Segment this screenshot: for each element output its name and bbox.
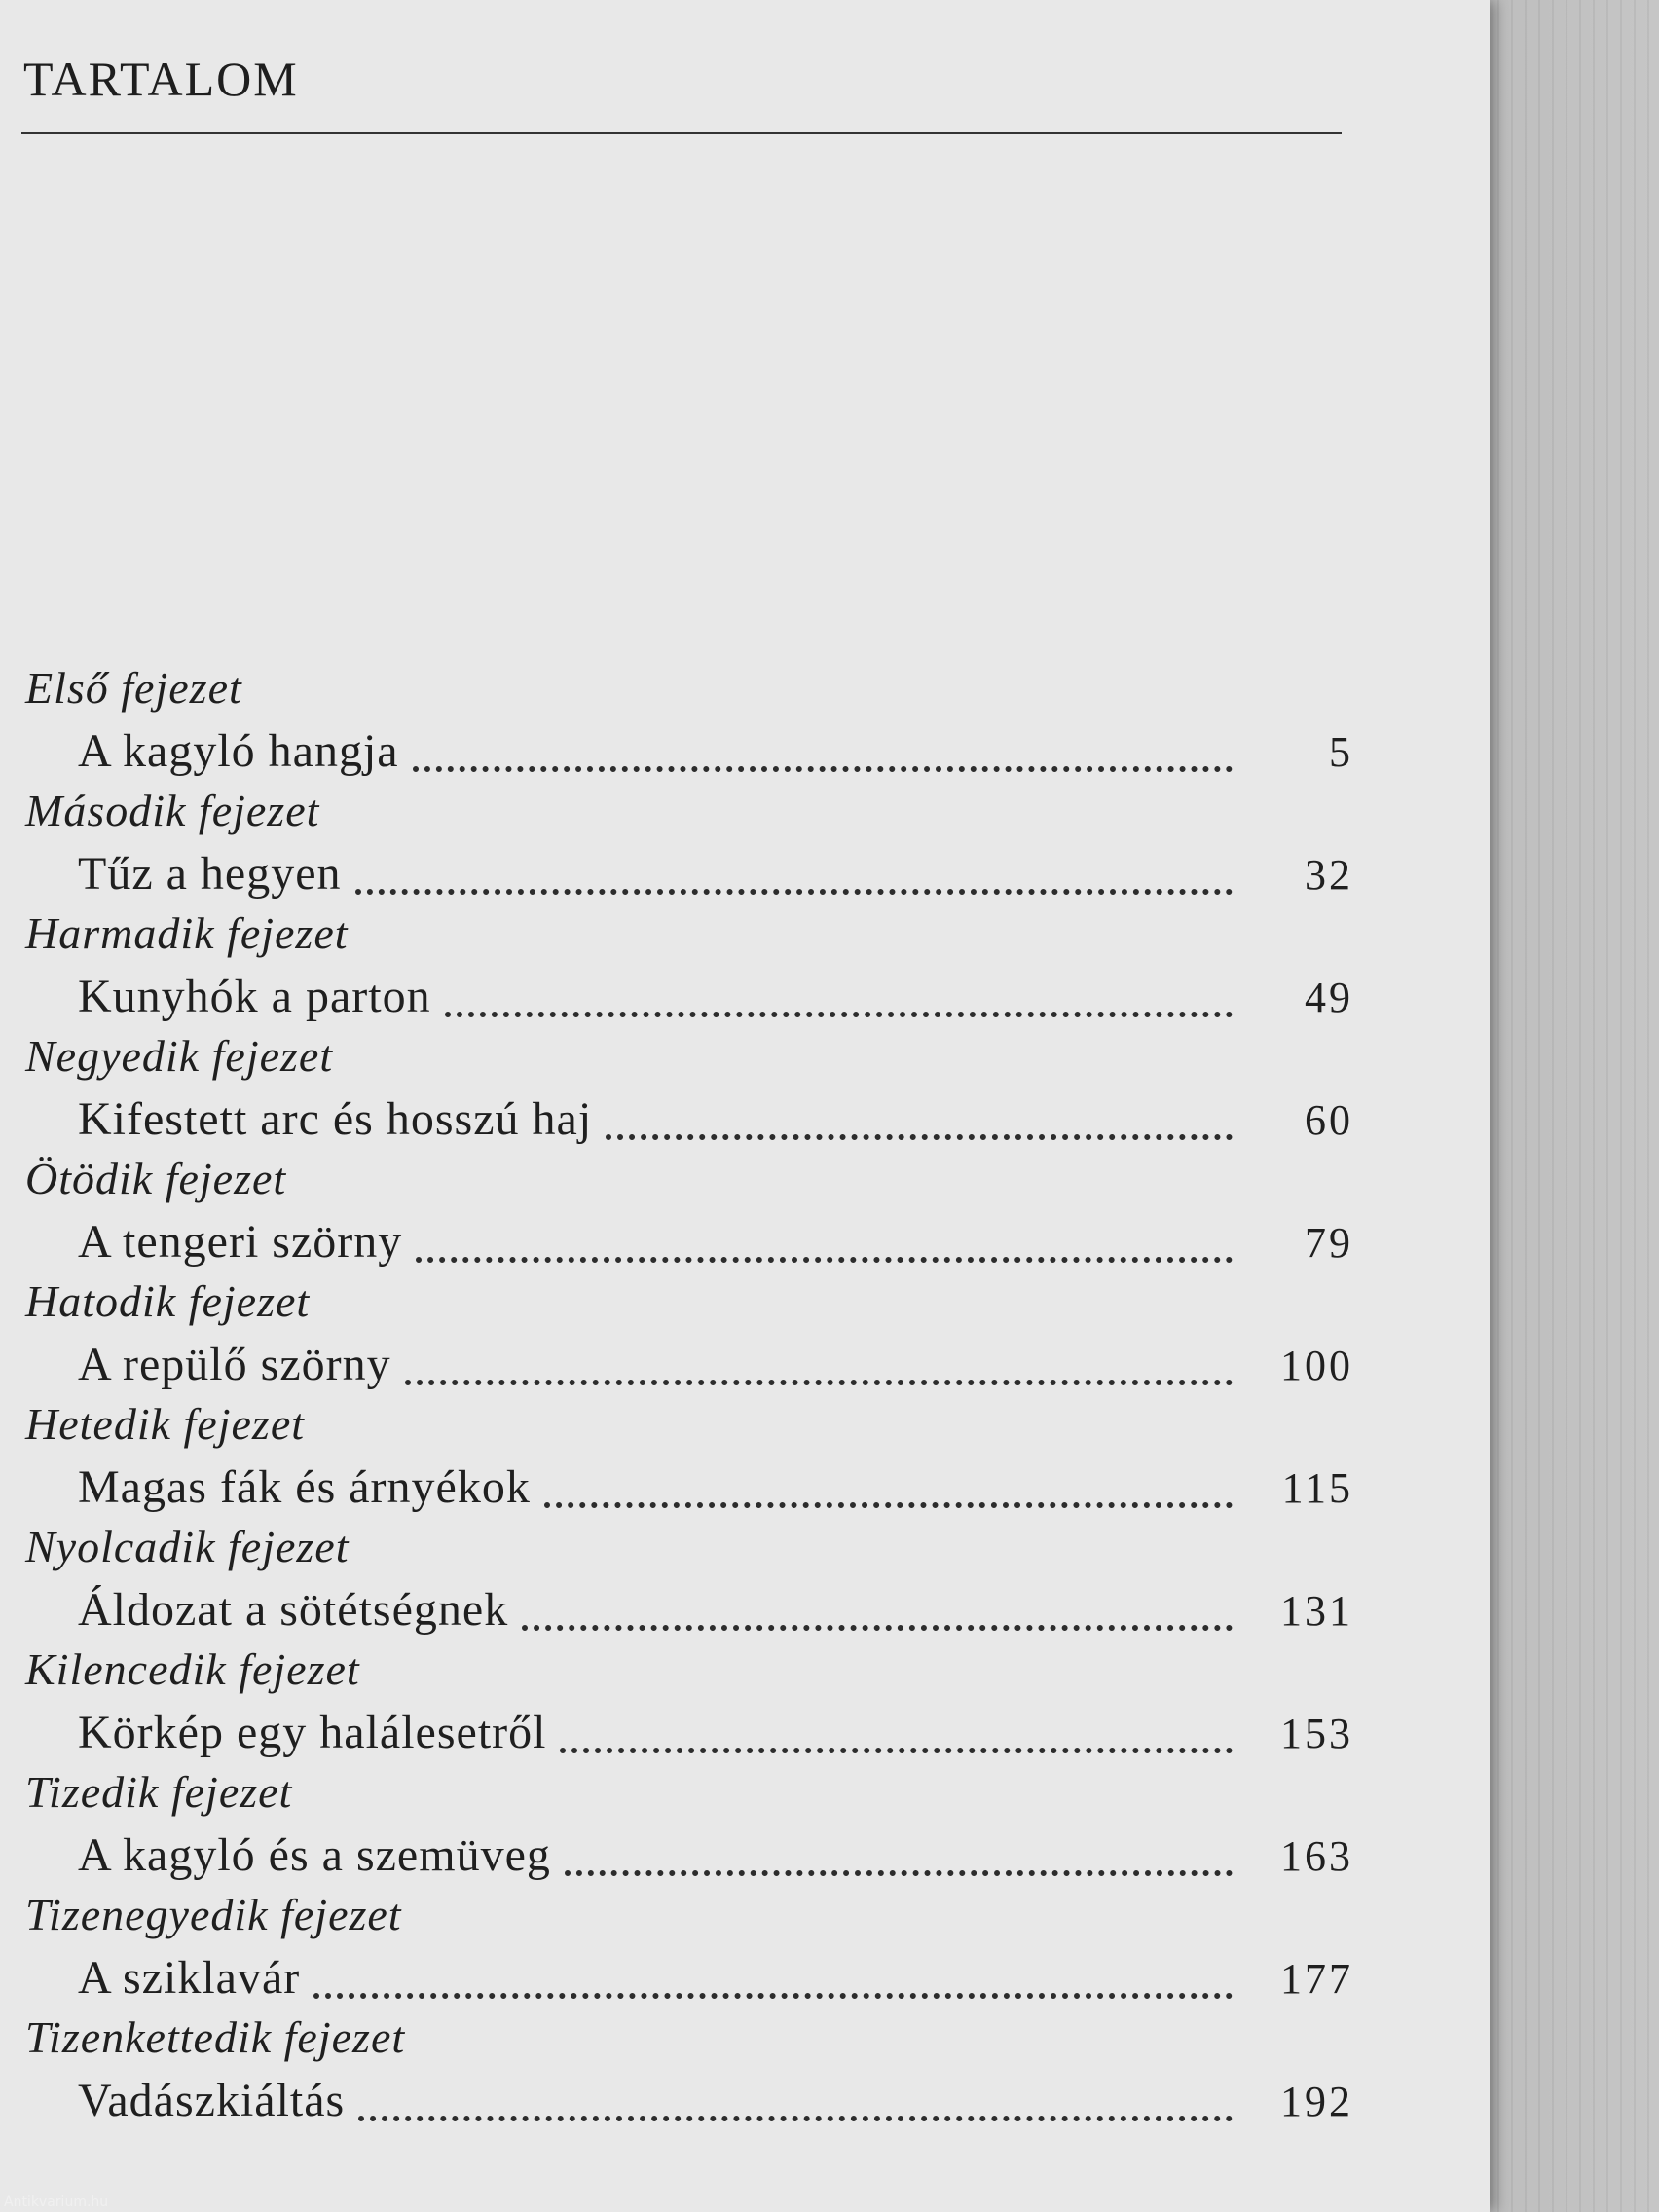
chapter-label: Hetedik fejezet (25, 1399, 306, 1449)
chapter-label: Nyolcadik fejezet (25, 1522, 350, 1571)
chapter-title: Áldozat a sötétségnek (78, 1584, 509, 1636)
chapter-label: Harmadik fejezet (25, 908, 349, 958)
page-title: TARTALOM (23, 52, 299, 106)
watermark-text: Antikvarium.hu (4, 2194, 109, 2210)
dot-leader (416, 1257, 1233, 1263)
chapter-title: Kunyhók a parton (78, 971, 431, 1022)
dot-leader (313, 1993, 1233, 1999)
chapter-title: Vadászkiáltás (78, 2075, 346, 2126)
page-number: 115 (1281, 1464, 1353, 1512)
dot-leader (413, 766, 1233, 772)
table-of-contents (0, 662, 1490, 2134)
page-number: 131 (1280, 1587, 1353, 1635)
page-number: 100 (1280, 1342, 1353, 1389)
chapter-label: Negyedik fejezet (25, 1031, 334, 1081)
dot-leader (355, 889, 1233, 895)
page-number: 49 (1305, 974, 1353, 1021)
page-number: 60 (1305, 1096, 1353, 1144)
chapter-title: Tűz a hegyen (78, 848, 342, 900)
dot-leader (358, 2116, 1233, 2121)
chapter-title: Magas fák és árnyékok (78, 1461, 531, 1513)
chapter-label: Első fejezet (25, 663, 242, 713)
chapter-title: A kagyló és a szemüveg (78, 1829, 551, 1881)
toc-entry (0, 1275, 1490, 1398)
dot-leader (405, 1380, 1233, 1385)
chapter-label: Hatodik fejezet (25, 1276, 311, 1326)
toc-line (78, 970, 1353, 1032)
toc-entry (0, 1398, 1490, 1521)
toc-line (78, 1951, 1353, 2013)
toc-entry (0, 907, 1490, 1030)
dot-leader (560, 1748, 1233, 1753)
chapter-title: A tengeri szörny (78, 1216, 403, 1268)
toc-line (78, 1583, 1353, 1645)
toc-entry (0, 1521, 1490, 1643)
toc-line (78, 1706, 1353, 1768)
header-divider (21, 132, 1342, 134)
page-number: 32 (1305, 851, 1353, 899)
chapter-label: Ötödik fejezet (25, 1154, 287, 1203)
page-number: 192 (1280, 2078, 1353, 2125)
toc-line (78, 724, 1353, 787)
chapter-title: Körkép egy halálesetről (78, 1707, 547, 1758)
toc-line (78, 1460, 1353, 1523)
toc-line (78, 1828, 1353, 1891)
page-number: 163 (1280, 1832, 1353, 1880)
chapter-title: A repülő szörny (78, 1339, 391, 1390)
toc-line (78, 2074, 1353, 2136)
chapter-label: Második fejezet (25, 786, 320, 835)
toc-entry (0, 1889, 1490, 2011)
toc-entry (0, 1766, 1490, 1889)
toc-entry (0, 1030, 1490, 1153)
toc-entry (0, 1643, 1490, 1766)
dot-leader (544, 1502, 1233, 1508)
chapter-label: Kilencedik fejezet (25, 1644, 360, 1694)
dot-leader (445, 1012, 1233, 1017)
page-number: 153 (1280, 1710, 1353, 1757)
toc-line (78, 847, 1353, 909)
dot-leader (565, 1870, 1233, 1876)
chapter-label: Tizenegyedik fejezet (25, 1890, 402, 1939)
toc-entry (0, 1153, 1490, 1275)
chapter-title: A sziklavár (78, 1952, 301, 2004)
page-number: 79 (1305, 1219, 1353, 1267)
page-number: 177 (1280, 1955, 1353, 2003)
chapter-label: Tizedik fejezet (25, 1767, 293, 1817)
page-number: 5 (1329, 728, 1353, 776)
dot-leader (606, 1134, 1233, 1140)
toc-entry (0, 785, 1490, 907)
toc-line (78, 1338, 1353, 1400)
dot-leader (522, 1625, 1233, 1631)
chapter-label: Tizenkettedik fejezet (25, 2012, 406, 2062)
toc-entry (0, 2011, 1490, 2134)
toc-entry (0, 662, 1490, 785)
chapter-title: A kagyló hangja (78, 725, 399, 777)
chapter-title: Kifestett arc és hosszú haj (78, 1093, 593, 1145)
toc-line (78, 1215, 1353, 1277)
toc-line (78, 1092, 1353, 1155)
